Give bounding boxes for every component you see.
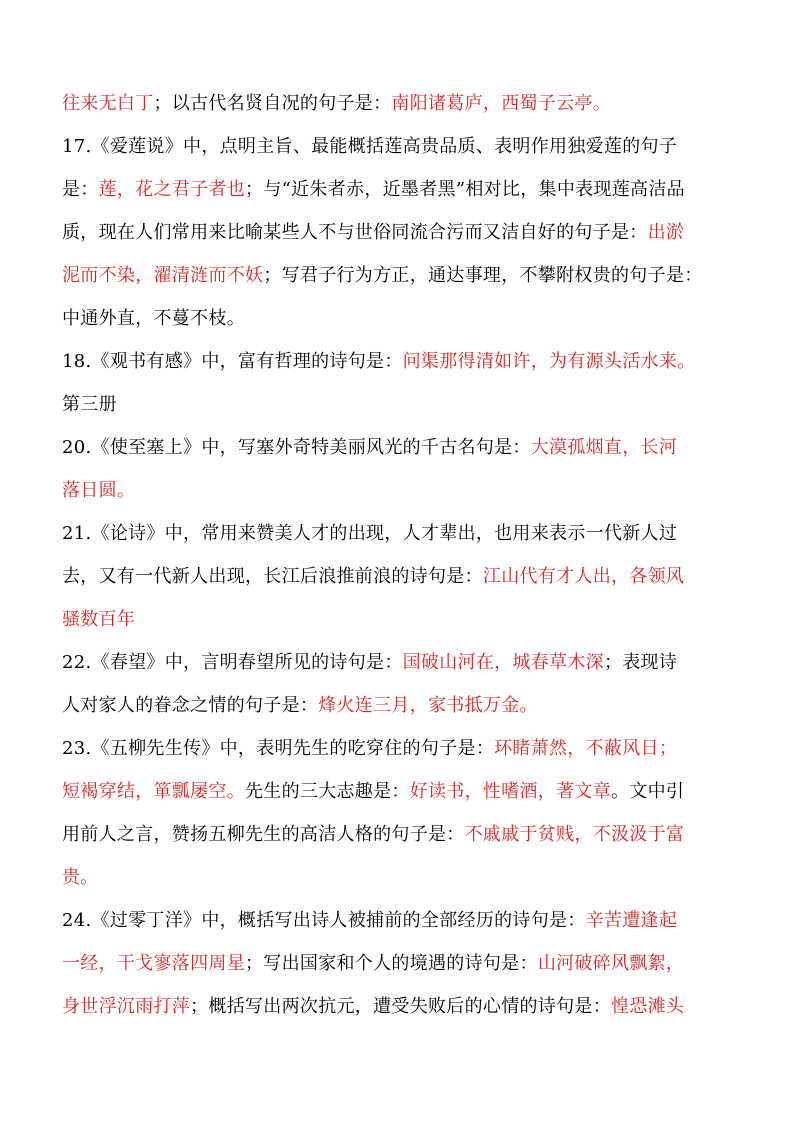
answer-text: 莲，花之君子者也 <box>98 179 246 200</box>
question-text: 21.《论诗》中，常用来赞美人才的出现，人才辈出，也用来表示一代新人过 <box>62 523 678 544</box>
text-line <box>62 856 734 899</box>
question-text: 中通外直，不蔓不枝。 <box>62 308 245 329</box>
text-line <box>62 985 734 1028</box>
text-line <box>62 211 734 254</box>
question-text: ；概括写出两次抗元，遭受失败后的心情的诗句是： <box>190 996 612 1017</box>
question-text: 23.《五柳先生传》中，表明先生的吃穿住的句子是： <box>62 738 495 759</box>
text-line <box>62 727 734 770</box>
text-line <box>62 168 734 211</box>
text-line <box>62 383 734 426</box>
answer-text: 往来无白丁 <box>62 93 154 114</box>
text-line <box>62 770 734 813</box>
question-text: ；以古代名贤自况的句子是： <box>153 93 392 114</box>
question-text: ；表现诗 <box>603 652 678 673</box>
text-line <box>62 813 734 856</box>
text-line <box>62 254 734 297</box>
text-line <box>62 598 734 641</box>
question-text: ；写君子行为方正，通达事理，不攀附权贵的句子是： <box>263 265 703 286</box>
question-text: 用前人之言，赞扬五柳先生的高洁人格的句子是： <box>62 824 465 845</box>
answer-text: 出淤 <box>647 222 685 243</box>
question-text: 先生的三大志趣是： <box>245 781 410 802</box>
question-text: 去，又有一代新人出现，长江后浪推前浪的诗句是： <box>62 566 483 587</box>
text-line <box>62 942 734 985</box>
answer-text: 问渠那得清如许，为有源头活水来。 <box>402 351 696 372</box>
text-line <box>62 125 734 168</box>
answer-text: 不戚戚于贫贱，不汲汲于富 <box>464 824 685 845</box>
answer-text: 环睹萧然，不蔽风日； <box>494 738 678 759</box>
question-text: 。文中引 <box>611 781 685 802</box>
question-text: 18.《观书有感》中，富有哲理的诗句是： <box>62 351 403 372</box>
text-line <box>62 899 734 942</box>
text-line <box>62 641 734 684</box>
text-line <box>62 340 734 383</box>
text-line <box>62 426 734 469</box>
question-text: 人对家人的眷念之情的句子是： <box>62 695 319 716</box>
answer-text: 国破山河在，城春草木深 <box>402 652 604 673</box>
text-line <box>62 297 734 340</box>
answer-text: 一经，干戈寥落四周星 <box>62 953 245 974</box>
text-line <box>62 469 734 512</box>
text-line <box>62 512 734 555</box>
answer-text: 身世浮沉雨打萍 <box>62 996 191 1017</box>
question-text: 质，现在人们常用来比喻某些人不与世俗同流合污而又洁自好的句子是： <box>62 222 648 243</box>
question-text: 22.《春望》中，言明春望所见的诗句是： <box>62 652 403 673</box>
question-text: 第三册 <box>62 394 117 415</box>
answer-text: 短褐穿结，箪瓢屡空。 <box>62 781 245 802</box>
question-text: 24.《过零丁洋》中，概括写出诗人被捕前的全部经历的诗句是： <box>62 910 586 931</box>
question-text: 是： <box>62 179 99 200</box>
answer-text: 烽火连三月，家书抵万金。 <box>318 695 538 716</box>
question-text: ；与“近朱者赤，近墨者黑”相对比，集中表现莲高洁品 <box>245 179 685 200</box>
question-text: 17.《爱莲说》中，点明主旨、最能概括莲高贵品质、表明作用独爱莲的句子 <box>62 136 678 157</box>
text-line <box>62 82 734 125</box>
answer-text: 惶恐滩头 <box>611 996 685 1017</box>
answer-text: 山河破碎风飘絮， <box>537 953 685 974</box>
question-text: 20.《使至塞上》中，写塞外奇特美丽风光的千古名句是： <box>62 437 531 458</box>
answer-text: 大漠孤烟直，长河 <box>530 437 678 458</box>
question-text: ；写出国家和个人的境遇的诗句是： <box>245 953 538 974</box>
answer-text: 落日圆。 <box>62 480 136 501</box>
text-line <box>62 555 734 598</box>
document-body <box>62 82 734 1028</box>
answer-text: 贵。 <box>62 867 99 888</box>
answer-text: 好读书，性嗜酒，著文章 <box>409 781 612 802</box>
answer-text: 江山代有才人出，各领风 <box>482 566 685 587</box>
answer-text: 南阳诸葛庐，西蜀子云亭。 <box>391 93 612 114</box>
text-line <box>62 684 734 727</box>
answer-text: 辛苦遭逢起 <box>585 910 678 931</box>
answer-text: 骚数百年 <box>62 609 136 630</box>
answer-text: 泥而不染，濯清涟而不妖 <box>62 265 264 286</box>
